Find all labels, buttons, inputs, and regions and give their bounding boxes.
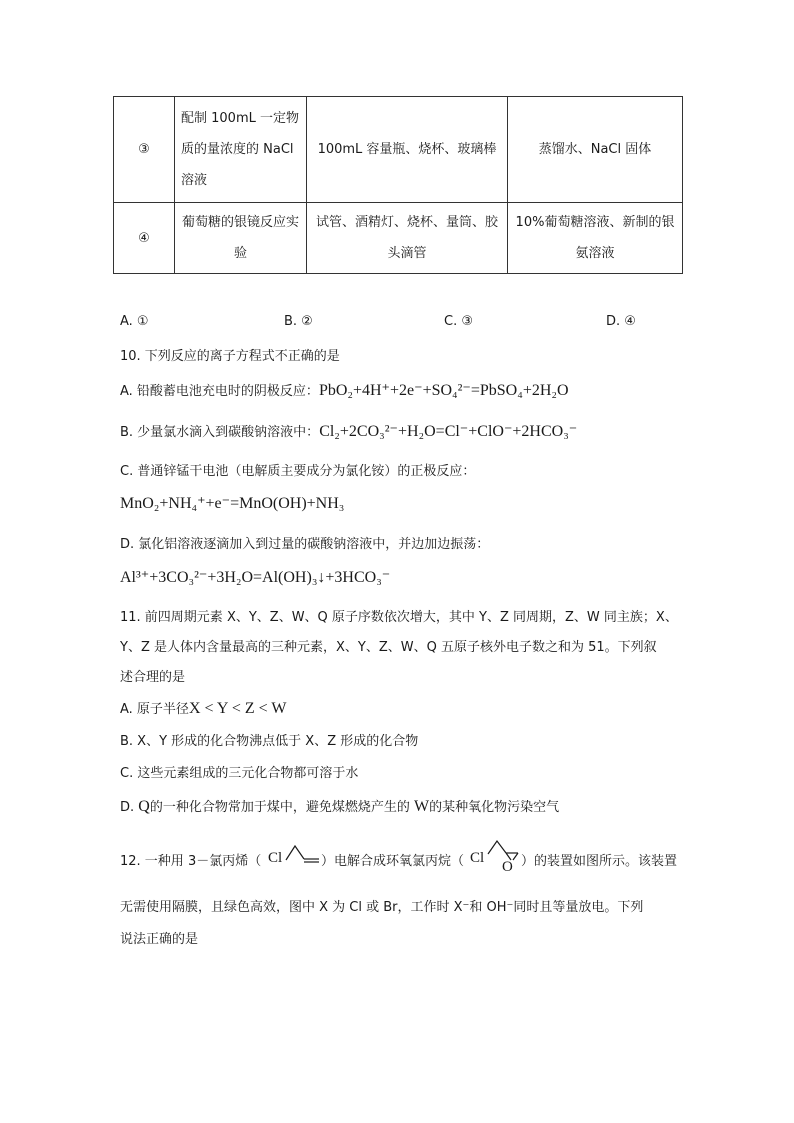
q10-b-equation: Cl₂+2CO₃²⁻+H₂O=Cl⁻+ClO⁻+2HCO₃⁻ <box>319 423 578 440</box>
q10-option-d: D. 氯化铝溶液逐滴加入到过量的碳酸钠溶液中，并边加边振荡： <box>120 537 490 552</box>
reagents-cell: 蒸馏水、NaCl 固体 <box>508 97 683 203</box>
q10-a-equation: PbO₂+4H⁺+2e⁻+SO₄²⁻=PbSO₄+2H₂O <box>318 382 569 399</box>
table-row <box>114 97 683 203</box>
q11-a-text: A. 原子半径 <box>120 702 189 717</box>
element-q: Q <box>138 798 150 815</box>
q10-a-text: A. 铅酸蓄电池充电时的阴极反应： <box>120 384 319 399</box>
question-12-line2: 无需使用隔膜，且绿色高效，图中 X 为 Cl 或 Br，工作时 X⁻和 OH⁻同时且等量放电。下列 <box>120 900 644 915</box>
q11-option-b: B. X、Y 形成的化合物沸点低于 X、Z 形成的化合物 <box>120 734 419 749</box>
q11-option-d <box>120 796 559 816</box>
reagents-cell: 10%葡萄糖溶液、新制的银氨溶液 <box>508 203 683 274</box>
experiment-cell: 葡萄糖的银镜反应实验 <box>175 203 307 274</box>
row-number: ③ <box>114 97 175 203</box>
chlorine-label: Cl <box>268 850 283 866</box>
q10-b-text: B. 少量氯水滴入到碳酸钠溶液中： <box>120 425 320 440</box>
question-11-line3: 述合理的是 <box>120 670 186 685</box>
q10-c-equation: MnO₂+NH₄⁺+e⁻=MnO(OH)+NH₃ <box>120 495 345 512</box>
q11-d-prefix: D. <box>120 800 135 815</box>
option-d: D. ④ <box>606 314 636 329</box>
question-10-stem: 10. 下列反应的离子方程式不正确的是 <box>120 349 340 364</box>
oxygen-label: O <box>502 859 513 875</box>
q10-option-b <box>120 421 577 441</box>
q11-d-middle: 的一种化合物常加于煤中，避免煤燃烧产生的 <box>149 800 410 815</box>
element-w: W <box>414 798 430 815</box>
question-11-line1: 11. 前四周期元素 X、Y、Z、W、Q 原子序数依次增大，其中 Y、Z 同周期，Z、W 同主族；X、 <box>120 610 678 625</box>
q10-d-equation: Al³⁺+3CO₃²⁻+3H₂O=Al(OH)₃↓+3HCO₃⁻ <box>120 569 391 586</box>
q12-text-2: ）电解合成环氧氯丙烷（ <box>321 854 465 869</box>
option-a: A. ① <box>120 314 149 329</box>
q11-d-end: 的某种氧化物污染空气 <box>429 800 560 815</box>
chloropropene-structure-icon <box>282 842 322 868</box>
chlorine-label: Cl <box>470 850 485 866</box>
instruments-cell: 100mL 容量瓶、烧杯、玻璃棒 <box>307 97 508 203</box>
experiment-table <box>113 96 683 274</box>
q10-option-a <box>120 380 569 400</box>
q12-text-1: 12. 一种用 3－氯丙烯（ <box>120 854 262 869</box>
option-b: B. ② <box>284 314 313 329</box>
table-row <box>114 203 683 274</box>
question-11-line2: Y、Z 是人体内含量最高的三种元素，X、Y、Z、W、Q 五原子核外电子数之和为 51。下列叙 <box>120 640 657 655</box>
q10-option-c: C. 普通锌锰干电池（电解质主要成分为氯化铵）的正极反应： <box>120 464 476 479</box>
experiment-cell: 配制 100mL 一定物质的量浓度的 NaCl 溶液 <box>175 97 307 203</box>
option-c: C. ③ <box>444 314 473 329</box>
q12-text-3: ）的装置如图所示。该装置 <box>521 854 678 869</box>
q11-a-expression: X < Y < Z < W <box>188 700 287 717</box>
q11-option-c: C. 这些元素组成的三元化合物都可溶于水 <box>120 766 359 781</box>
question-12-line3: 说法正确的是 <box>120 932 199 947</box>
row-number: ④ <box>114 203 175 274</box>
q11-option-a <box>120 698 287 718</box>
instruments-cell: 试管、酒精灯、烧杯、量筒、胶头滴管 <box>307 203 508 274</box>
